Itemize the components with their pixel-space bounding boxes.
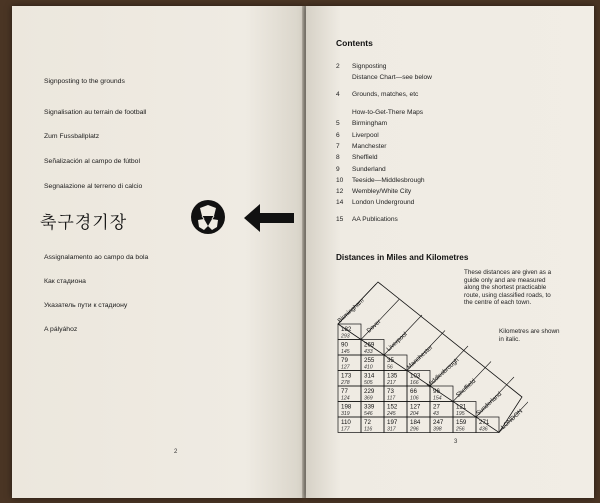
- toc-entry-text: Distance Chart—see below: [352, 74, 432, 81]
- toc-entry-text: Signposting: [352, 63, 387, 70]
- band-divider: [453, 362, 491, 402]
- signposting-line-fr: Signalisation au terrain de football: [44, 109, 147, 116]
- signposting-line-en: Signposting to the grounds: [44, 78, 125, 85]
- right-page: [306, 6, 594, 498]
- distance-chart: [328, 268, 528, 438]
- toc-row: [336, 120, 387, 127]
- toc-page-number: 10: [336, 177, 344, 184]
- distance-miles: 339: [364, 403, 375, 411]
- booklet: [12, 6, 592, 498]
- distance-miles: 173: [341, 372, 352, 380]
- distance-km: 369: [364, 395, 373, 402]
- page-number-left: 2: [174, 449, 178, 455]
- city-label: Manchester: [405, 343, 435, 371]
- distance-miles: 90: [341, 341, 348, 349]
- distance-miles: 314: [364, 372, 375, 380]
- note-line: Kilometres are shown: [499, 328, 560, 335]
- distance-miles: 229: [364, 388, 375, 395]
- distance-miles: 198: [341, 403, 352, 411]
- distance-km: 195: [456, 411, 465, 417]
- signposting-line-hu: A pályához: [44, 326, 78, 333]
- distance-km: 293: [341, 333, 350, 340]
- band-divider: [361, 300, 399, 340]
- distance-miles: 127: [410, 403, 421, 411]
- toc-entry-text: Teeside—Middlesbrough: [352, 177, 425, 184]
- distance-km: 245: [387, 411, 396, 417]
- toc-entry-text: Birmingham: [352, 120, 388, 127]
- distance-km: 296: [410, 426, 419, 433]
- toc-row: [336, 91, 418, 98]
- toc-row: [336, 216, 398, 223]
- signposting-line-it: Segnalazione al terreno di calcio: [44, 183, 143, 190]
- distance-miles: 152: [387, 403, 398, 411]
- distance-km: 217: [387, 380, 396, 386]
- distance-km: 56: [387, 364, 393, 371]
- city-label: Liverpool: [385, 330, 409, 353]
- toc-entry-text: How-to-Get-There Maps: [352, 109, 424, 116]
- toc-page-number: 5: [336, 120, 340, 127]
- toc-page-number: 6: [336, 132, 340, 139]
- distance-miles: 72: [364, 419, 371, 426]
- distance-km: 505: [364, 380, 373, 386]
- distance-miles: 271: [479, 419, 490, 426]
- distance-km: 106: [410, 395, 419, 402]
- note-line: These distances are given as a: [464, 269, 552, 276]
- toc-page-number: 4: [336, 91, 340, 98]
- toc-entry-text: Sunderland: [352, 166, 386, 173]
- distance-miles: 159: [456, 419, 467, 426]
- toc-row: [336, 132, 379, 139]
- signposting-line-ko: 축구경기장: [40, 213, 128, 233]
- distance-miles: 35: [387, 357, 394, 364]
- note-line: route, using classified roads, to: [464, 291, 551, 299]
- toc-page-number: 14: [336, 199, 344, 206]
- distance-km: 319: [341, 411, 350, 417]
- toc-row: [336, 143, 386, 150]
- distance-km: 166: [410, 380, 419, 386]
- contents-title: Contents: [336, 38, 373, 48]
- distance-miles: 184: [410, 419, 421, 426]
- toc-row: [336, 177, 425, 184]
- toc-row: [336, 166, 386, 173]
- note-line: the centre of each town.: [464, 299, 532, 307]
- distance-miles: 110: [341, 419, 351, 426]
- distance-miles: 247: [433, 419, 444, 426]
- city-label: Sheffield: [454, 377, 478, 400]
- distance-km: 410: [364, 364, 373, 371]
- signposting-line-bg: Как стадиона: [44, 278, 86, 285]
- distance-miles: 96: [433, 388, 440, 395]
- toc-row: [336, 74, 432, 81]
- arrow-left-icon: [244, 204, 294, 232]
- left-page: [12, 6, 304, 498]
- distance-miles: 197: [387, 419, 398, 426]
- distance-km: 317: [387, 426, 396, 433]
- city-label: Middlesbrough: [425, 356, 461, 390]
- toc-entry-text: AA Publications: [352, 216, 398, 223]
- toc-entry-text: Manchester: [352, 143, 387, 150]
- distance-miles: 121: [456, 403, 467, 411]
- signposting-line-es: Señalización al campo de fútbol: [44, 158, 140, 165]
- toc-entry-text: London Underground: [352, 199, 415, 206]
- band-divider: [384, 315, 422, 355]
- distance-miles: 255: [364, 357, 375, 364]
- page-number-right: 3: [454, 439, 458, 445]
- distance-km: 117: [387, 395, 396, 402]
- distance-miles: 103: [410, 372, 421, 380]
- note-line: guide only and are measured: [464, 276, 546, 284]
- distance-km: 278: [341, 380, 350, 386]
- toc-entry-text: Wembley/White City: [352, 188, 412, 195]
- distance-km: 256: [456, 426, 465, 433]
- distance-miles: 135: [387, 372, 398, 380]
- toc-row: [336, 63, 386, 70]
- toc-entry-text: Sheffield: [352, 154, 378, 161]
- distance-miles: 182: [341, 326, 352, 333]
- distance-km: 145: [341, 349, 350, 355]
- toc-row: [336, 199, 414, 206]
- signposting-line-pt: Assignalamento ao campo da bola: [44, 254, 149, 261]
- distance-km: 433: [364, 349, 373, 355]
- signposting-line-de: Zum Fussballplatz: [44, 133, 100, 140]
- distance-km: 546: [364, 411, 373, 417]
- toc-page-number: 7: [336, 143, 340, 150]
- distance-miles: 27: [433, 403, 440, 411]
- distance-km: 436: [479, 426, 488, 433]
- distance-km: 154: [433, 395, 442, 402]
- city-label: Birmingham: [336, 297, 366, 325]
- toc-row: [336, 188, 411, 195]
- distance-km: 43: [433, 411, 439, 417]
- note-line: along the shortest practicable: [464, 284, 547, 292]
- toc-page-number: 12: [336, 188, 344, 195]
- city-label: Sunderland: [474, 390, 504, 418]
- toc-row: [336, 109, 423, 116]
- toc-row: [336, 154, 378, 161]
- toc-entry-text: Grounds, matches, etc: [352, 91, 419, 98]
- football-icon: [190, 199, 226, 235]
- band-divider: [338, 284, 376, 324]
- distance-miles: 77: [341, 388, 348, 395]
- toc-page-number: 8: [336, 154, 340, 161]
- distance-km: 116: [364, 426, 373, 433]
- distance-miles: 79: [341, 357, 348, 364]
- distance-km: 124: [341, 395, 350, 402]
- distances-title: Distances in Miles and Kilometres: [336, 253, 469, 262]
- toc-page-number: 2: [336, 63, 340, 70]
- distance-miles: 66: [410, 388, 417, 395]
- signposting-line-ru: Указатель пути к стадиону: [44, 302, 128, 309]
- toc-page-number: 9: [336, 166, 340, 173]
- distance-km: 127: [341, 364, 350, 371]
- distance-km: 177: [341, 426, 350, 433]
- toc-entry-text: Liverpool: [352, 132, 379, 139]
- city-label: Dover: [365, 318, 383, 335]
- band-divider: [430, 346, 468, 386]
- distance-miles: 73: [387, 388, 394, 395]
- band-divider: [476, 377, 514, 417]
- distance-km: 204: [410, 411, 419, 417]
- city-label: LONDON: [499, 407, 525, 431]
- toc-page-number: 15: [336, 216, 344, 223]
- band-divider: [407, 331, 445, 371]
- distance-km: 398: [433, 426, 442, 433]
- note-line: in italic.: [499, 335, 520, 343]
- distance-miles: 269: [364, 341, 375, 349]
